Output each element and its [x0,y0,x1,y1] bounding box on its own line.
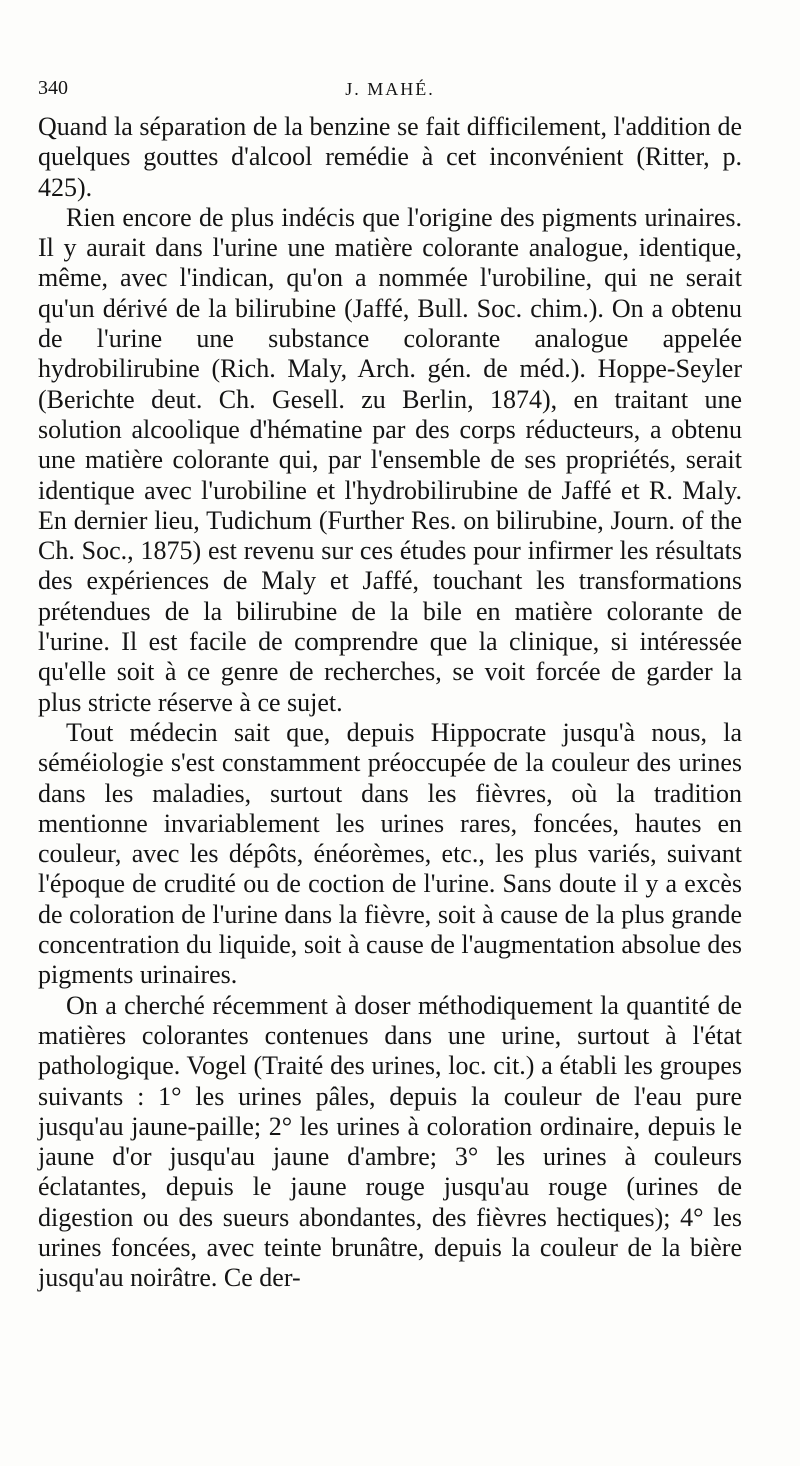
paragraph: Rien encore de plus indécis que l'origine des pigments urinaires. Il y aurait dans l'urine une matière colorante analogue, identique, même, avec l'indican, qu'on a nommée l'urobiline, qui ne serait qu'un dérivé de la bilirubine (Jaffé, Bull. Soc. chim.). On a obtenu de l'urine une substance colorante analogue appelée hydrobilirubine (Rich. Maly, Arch. gén. de méd.). Hoppe-Seyler (Berichte deut. Ch. Gesell. zu Berlin, 1874), en traitant une solution alcoolique d'hématine par des corps réducteurs, a obtenu une matière colorante qui, par l'ensemble de ses propriétés, serait identique avec l'urobiline et l'hydrobilirubine de Jaffé et R. Maly. En dernier lieu, Tudichum (Further Res. on bilirubine, Journ. of the Ch. Soc., 1875) est revenu sur ces études pour infirmer les résultats des expériences de Maly et Jaffé, touchant les transformations prétendues de la bilirubine de la bile en matière colorante de l'urine. Il est facile de comprendre que la clinique, si intéressée qu'elle soit à ce genre de recherches, se voit forcée de garder la plus stricte réserve à ce sujet. [38,202,742,717]
body-text [38,112,742,1294]
paragraph: On a cherché récemment à doser méthodiquement la quantité de matières colorantes contenues dans une urine, surtout à l'état pathologique. Vogel (Traité des urines, loc. cit.) a établi les groupes suivants : 1° les urines pâles, depuis la couleur de l'eau pure jusqu'au jaune-paille; 2° les urines à coloration ordinaire, depuis le jaune d'or jusqu'au jaune d'ambre; 3° les urines à couleurs éclatantes, depuis le jaune rouge jusqu'au rouge (urines de digestion ou des sueurs abondantes, des fièvres hectiques); 4° les urines foncées, avec teinte brunâtre, depuis la couleur de la bière jusqu'au noirâtre. Ce der- [38,990,742,1293]
page-number: 340 [38,77,68,99]
paragraph: Tout médecin sait que, depuis Hippocrate jusqu'à nous, la séméiologie s'est constamment préoccupée de la couleur des urines dans les maladies, surtout dans les fièvres, où la tradition mentionne invariablement les urines rares, foncées, hautes en couleur, avec les dépôts, énéorèmes, etc., les plus variés, suivant l'époque de crudité ou de coction de l'urine. Sans doute il y a excès de coloration de l'urine dans la fièvre, soit à cause de la plus grande concentration du liquide, soit à cause de l'augmentation absolue des pigments urinaires. [38,717,742,990]
paragraph: Quand la séparation de la benzine se fait difficilement, l'addition de quelques gouttes d'alcool remédie à cet inconvénient (Ritter, p. 425). [38,112,742,202]
page-header [38,77,742,101]
running-head: J. MAHÉ. [345,79,435,99]
